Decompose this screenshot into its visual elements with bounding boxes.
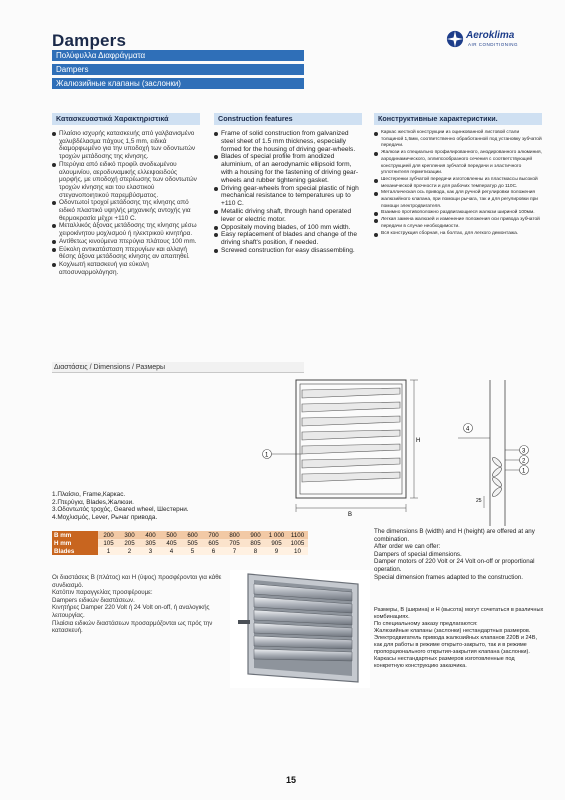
row-header: B mm	[52, 531, 98, 539]
list-item: Металлическая ось привода, как для ручной регулировки положения жалюзийного клапана, при помощи рычага, так и для регулировки при помощи электродвигателя.	[374, 190, 542, 210]
bullet-icon	[214, 249, 218, 253]
list-item: Легкая замена жалюзей и изменение положения оси привода зубчатой передачи в случае необходимости.	[374, 217, 542, 230]
table-row: H mm 105 205 305 405 505 605 705 805 905 1005	[52, 539, 308, 547]
english-notes: The dimensions B (width) and H (height) are offered at any combination. After order we can offer: Dampers of special dimensions. Damper motors of 220 Volt or 24 Volt on-off or proportional operation. Special dimension frames adapted to the construction.	[374, 528, 535, 581]
list-item: Metallic driving shaft, through hand operated lever or electric motor.	[214, 208, 364, 224]
bullet-icon	[214, 132, 218, 136]
greek-features-list	[52, 130, 202, 276]
row-header: H mm	[52, 539, 98, 547]
brand-logo	[446, 30, 541, 52]
dimension-25-label: 25	[476, 498, 482, 504]
bullet-icon	[374, 192, 378, 196]
bullet-icon	[52, 201, 56, 205]
list-item: Πλαίσιο ισχυρής κατασκευής από γαλβανισμένο χαλυβδέλασμα πάχους 1,5 mm, ειδικά διαμορφωμένο για την υποδοχή των οδοντωτών τροχών μετάδοσης της κίνησης.	[52, 130, 202, 161]
list-item: Πτερύγια από ειδικό προφίλ ανοδιωμένου αλουμινίου, αεροδυναμικής ελλειψοειδούς μορφής, με υποδοχή στερέωσης των οδοντωτών τροχών κίνησης και του ελαστικού στεγανοποιητικού παρεμβύσματος.	[52, 161, 202, 200]
row-header: Blades	[52, 547, 98, 555]
bullet-icon	[52, 248, 56, 252]
english-features-list	[214, 130, 364, 255]
title-bar-english: Dampers	[52, 64, 304, 75]
front-view-drawing	[258, 374, 438, 519]
bullet-icon	[374, 179, 378, 183]
list-item: Frame of solid construction from galvanized steel sheet of 1.5 mm thickness, especially formed for the housing of driving gear-wheels.	[214, 130, 364, 153]
brand-name: Aeroklima	[466, 30, 515, 41]
greek-notes: Οι διαστάσεις B (πλάτος) και H (ύψος) προσφέρονται για κάθε συνδιασμό. Κατόπιν παραγγελίας προσφέρουμε: Dampers ειδικών διαστάσεων. Κινητήρες Damper 220 Volt ή 24 Volt on-off, ή αναλογικής λειτουργίας. Πλαίσια ειδικών διαστάσεων προσαρμόζονται ως πρός την κατασκευή.	[52, 574, 222, 635]
bullet-icon	[52, 263, 56, 267]
list-item: Αντίθετως κινούμενα πτερύγια πλάτους 100 mm.	[52, 238, 202, 246]
callout-4: 4	[466, 426, 470, 433]
dimension-b-label: B	[348, 512, 353, 518]
russian-features-list	[374, 130, 542, 237]
list-item: Μεταλλικός άξονας μετάδοσης της κίνησης μέσω χειροκίνητου μοχλισμού ή ηλεκτρικού κινητήρα.	[52, 222, 202, 237]
heading-russian-features: Конструктивные характеристики.	[374, 113, 542, 125]
parts-legend	[52, 491, 189, 521]
brand-subtitle: AIR CONDITIONING	[468, 42, 519, 47]
bullet-icon	[214, 155, 218, 159]
page-number: 15	[286, 775, 297, 785]
callout-1-side: 1	[522, 468, 526, 475]
damper-product-photo	[230, 570, 370, 688]
list-item: Screwed construction for easy disassembling.	[214, 247, 364, 255]
callout-2: 2	[522, 458, 526, 465]
heading-greek-features: Κατασκευαστικά Χαρακτηριστικά	[52, 113, 200, 125]
list-item: Οδοντωτοί τροχοί μετάδοσης της κίνησης από ειδικό πλαστικό υψηλής μηχανικής αντοχής για θερμοκρασία μέχρι +110 C.	[52, 199, 202, 222]
list-item: Вся конструкция сборная, на болтах, для легкого демонтажа.	[374, 231, 542, 238]
heading-english-features: Construction features	[214, 113, 362, 125]
table-row: B mm 200 300 400 500 600 700 800 900 1 000 1100	[52, 531, 308, 539]
bullet-icon	[52, 163, 56, 167]
list-item: Blades of special profile from anodized aluminium, of an aerodynamic ellipsoid form, with a housing for the fastening of driving gear-wheels and rubber tightening gasket.	[214, 153, 364, 184]
page-title: Dampers	[52, 31, 127, 50]
list-item: Driving gear-wheels from special plastic of high mechanical resistance to temperatures up to +110 C.	[214, 185, 364, 208]
bullet-icon	[52, 240, 56, 244]
table-row: Blades 1 2 3 4 5 6 7 8 9 10	[52, 547, 308, 555]
dimension-h-label: H	[416, 438, 421, 444]
bullet-icon	[214, 233, 218, 237]
list-item: Oppositely moving blades, of 100 mm width.	[214, 224, 364, 232]
part-geared-wheel: 3.Οδοντωτός τροχός, Geared wheel, Шестерни.	[52, 506, 189, 514]
list-item: Взаимно противоположно раздвигающиеся жалюзи шириной 100мм.	[374, 210, 542, 217]
aeroklima-logo-icon	[446, 30, 464, 48]
bullet-icon	[374, 212, 378, 216]
part-blades: 2.Πτερύγια, Blades,Жалюзи.	[52, 498, 134, 506]
title-bar-russian: Жалюзийные клапаны (заслонки)	[52, 78, 304, 89]
bullet-icon	[214, 226, 218, 230]
callout-1: 1	[265, 452, 269, 459]
bullet-icon	[374, 233, 378, 237]
list-item: Шестеренки зубчатой передачи изготовленны из пластмассы высокой механической прочности и для рабочих температур до 110С.	[374, 177, 542, 190]
list-item: Жалюзи из специально профилированного, анодированного алюминия, аэродинамического, эллипсообразного сечения с соответствующей конструкцией для крепления зубчатой передачи и эластичного уплотнителя герметизации.	[374, 150, 542, 177]
list-item: Κοχλιωτή κατασκευή για εύκολη αποσυναρμολόγηση.	[52, 261, 202, 276]
bullet-icon	[374, 219, 378, 223]
size-table	[52, 531, 308, 555]
title-bar-greek: Πολύφυλλα Διαφράγματα	[52, 50, 304, 61]
bullet-icon	[214, 210, 218, 214]
part-frame: 1.Πλαίσιο, Frame,Каркас.	[52, 491, 126, 498]
part-lever: 4.Μοχλισμός, Lever, Рычаг привода.	[52, 513, 158, 521]
list-item: Каркас жесткой конструкции из оцинкованной листовой стали толщиной 1,5мм, соответственно обработанной под установку зубчатой передачи.	[374, 130, 542, 150]
bullet-icon	[374, 132, 378, 136]
list-item: Εύκολη αντικατάσταση πτερυγίων και αλλαγή θέσης άξονα μετάδοσης κίνησης αν απαιτηθεί.	[52, 246, 202, 261]
bullet-icon	[374, 152, 378, 156]
russian-notes: Размеры, В (ширина) и Н (высота) могут сочетаться в различных комбинациях. По специальному заказу предлагаются: Жалюзийные клапаны (заслонки) нестандартных размеров. Электродвигатель привода жалюзийных клапанов 220В и 24В, как для работы в режиме открыто-закрыто, так и в режиме пропорционального открытия-закрытия клапана (заслонки). Каркасы нестандартных размеров изготовленные под конкретную конструкцию заказчика.	[374, 607, 544, 669]
bullet-icon	[52, 132, 56, 136]
list-item: Easy replacement of blades and change of the driving shaft's position, if needed.	[214, 231, 364, 247]
callout-3: 3	[522, 448, 526, 455]
dimensions-label: Διαστάσεις / Dimensions / Размеры	[52, 362, 304, 373]
bullet-icon	[52, 224, 56, 228]
side-view-drawing	[450, 378, 545, 528]
bullet-icon	[214, 187, 218, 191]
